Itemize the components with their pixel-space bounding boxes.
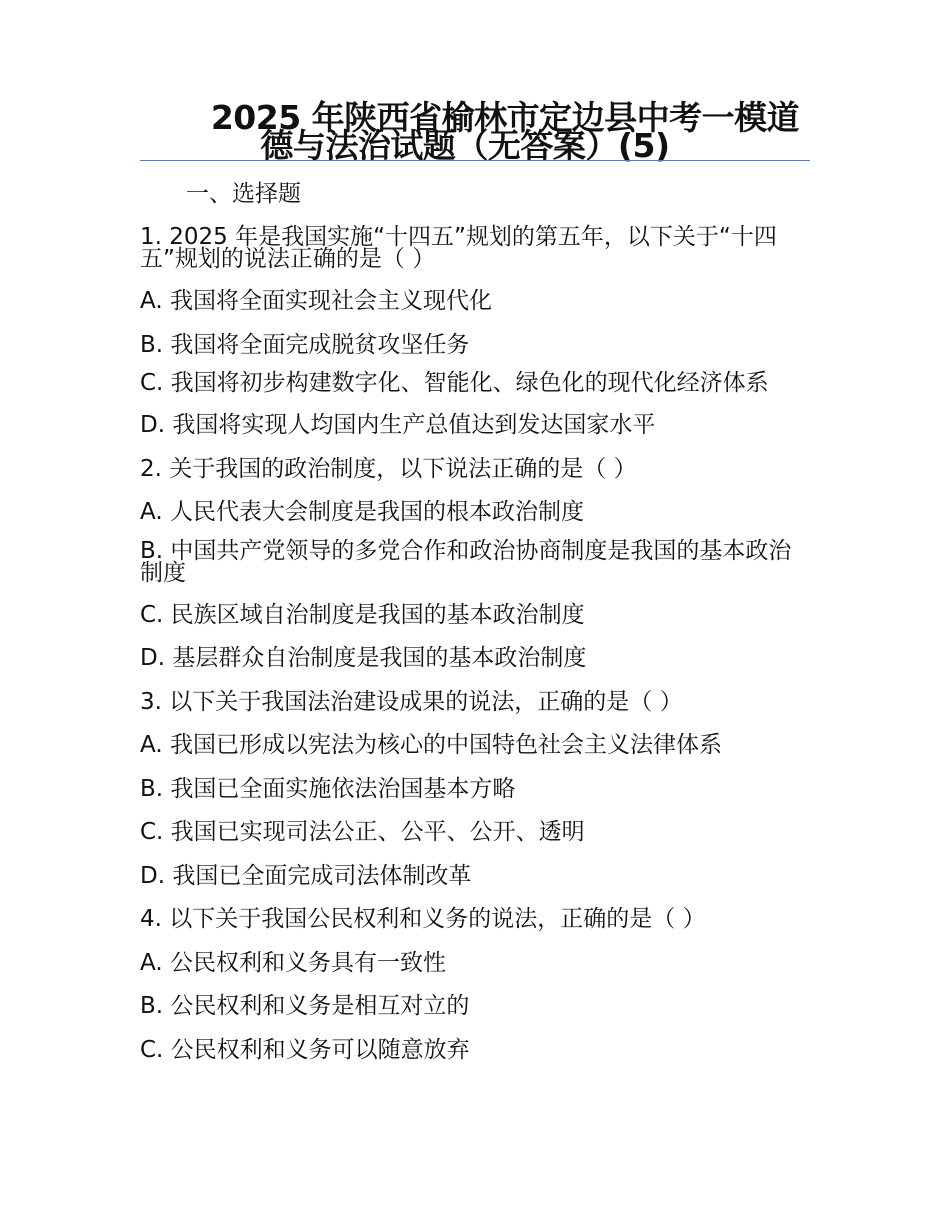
option-1c: C. 我国将初步构建数字化、智能化、绿色化的现代化经济体系 (140, 370, 769, 396)
document-title (140, 98, 810, 165)
option-3c: C. 我国已实现司法公正、公平、公开、透明 (140, 819, 585, 845)
option-4b: B. 公民权利和义务是相互对立的 (140, 993, 470, 1019)
section-heading: 一、选择题 (186, 181, 301, 207)
option-2d: D. 基层群众自治制度是我国的基本政治制度 (140, 645, 587, 671)
option-4a: A. 公民权利和义务具有一致性 (140, 949, 446, 976)
title-line-1: 2025 年陕西省榆林市定边县中考一模道 (210, 98, 800, 137)
option-4c: C. 公民权利和义务可以随意放弃 (140, 1036, 470, 1063)
option-1b: B. 我国将全面完成脱贫攻坚任务 (140, 331, 470, 358)
question-stem-1: 1. 2025 年是我国实施“十四五”规划的第五年，以下关于“十四五”规划的说法正确的是（ ） (140, 224, 777, 272)
question-stem-2: 2. 关于我国的政治制度，以下说法正确的是（ ） (140, 455, 637, 482)
option-2c: C. 民族区域自治制度是我国的基本政治制度 (140, 601, 585, 628)
option-3d: D. 我国已全面完成司法体制改革 (140, 862, 472, 889)
option-3b: B. 我国已全面实施依法治国基本方略 (140, 775, 516, 802)
option-2b: B. 中国共产党领导的多党合作和政治协商制度是我国的基本政治制度 (140, 537, 792, 586)
option-3a: A. 我国已形成以宪法为核心的中国特色社会主义法律体系 (140, 732, 722, 758)
title-line-2: 德与法治试题（无答案）(5) (260, 126, 670, 165)
question-stem-3: 3. 以下关于我国法治建设成果的说法，正确的是（ ） (140, 688, 683, 715)
option-2a: A. 人民代表大会制度是我国的根本政治制度 (140, 499, 584, 525)
option-1a: A. 我国将全面实现社会主义现代化 (140, 288, 492, 314)
option-1d: D. 我国将实现人均国内生产总值达到发达国家水平 (140, 412, 656, 438)
question-list (140, 226, 800, 1077)
title-underline (140, 160, 810, 161)
question-stem-4: 4. 以下关于我国公民权利和义务的说法，正确的是（ ） (140, 906, 706, 932)
